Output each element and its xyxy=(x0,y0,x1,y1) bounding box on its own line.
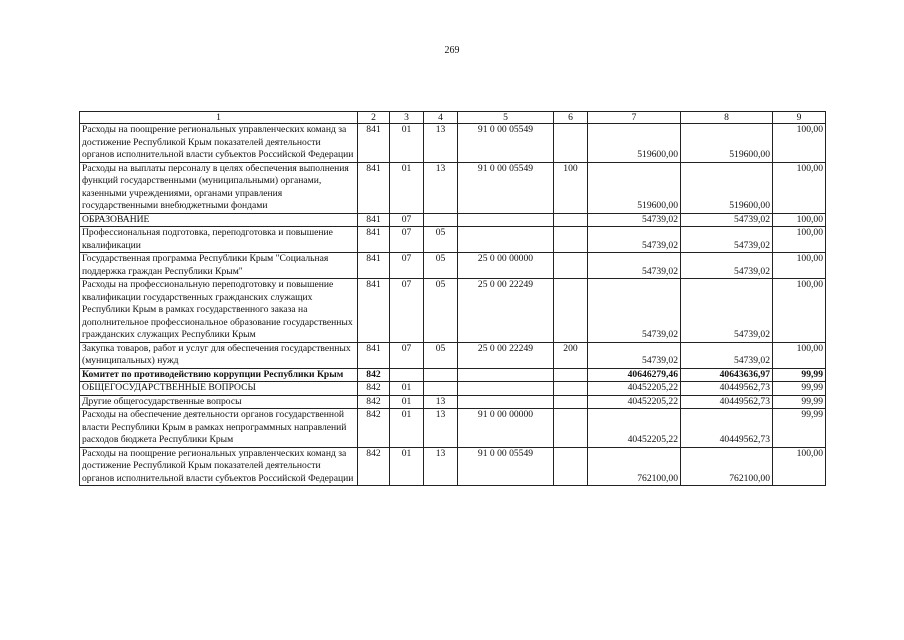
actual-amount-cell: 54739,02 xyxy=(681,342,773,368)
code-expense-type-cell xyxy=(554,227,588,253)
code-subsection-cell xyxy=(424,213,458,227)
actual-amount-cell: 519600,00 xyxy=(681,124,773,163)
percent-cell: 100,00 xyxy=(773,162,826,213)
code-expense-type-cell xyxy=(554,409,588,448)
code-expense-type-cell xyxy=(554,382,588,396)
percent-cell: 100,00 xyxy=(773,213,826,227)
code-target-cell xyxy=(458,368,554,382)
code-ved-cell: 841 xyxy=(358,253,390,279)
code-expense-type-cell xyxy=(554,124,588,163)
code-section-cell: 07 xyxy=(390,342,424,368)
code-subsection-cell xyxy=(424,382,458,396)
actual-amount-cell: 519600,00 xyxy=(681,162,773,213)
table-row xyxy=(80,227,826,253)
code-expense-type-cell xyxy=(554,213,588,227)
planned-amount-cell: 54739,02 xyxy=(588,227,681,253)
col-header: 6 xyxy=(554,112,588,124)
planned-amount-cell: 40646279,46 xyxy=(588,368,681,382)
planned-amount-cell: 40452205,22 xyxy=(588,409,681,448)
code-expense-type-cell xyxy=(554,253,588,279)
code-ved-cell: 842 xyxy=(358,409,390,448)
budget-table xyxy=(79,111,826,486)
row-name-cell: Другие общегосударственные вопросы xyxy=(80,395,358,409)
percent-cell: 99,99 xyxy=(773,382,826,396)
row-name-cell: Государственная программа Республики Крым "Социальная поддержка граждан Республики Крым" xyxy=(80,253,358,279)
table-row xyxy=(80,409,826,448)
table-row xyxy=(80,253,826,279)
actual-amount-cell: 40449562,73 xyxy=(681,409,773,448)
code-target-cell xyxy=(458,382,554,396)
code-target-cell xyxy=(458,395,554,409)
percent-cell: 99,99 xyxy=(773,409,826,448)
col-header: 7 xyxy=(588,112,681,124)
row-name-cell: Комитет по противодействию коррупции Республики Крым xyxy=(80,368,358,382)
actual-amount-cell: 54739,02 xyxy=(681,227,773,253)
actual-amount-cell: 40449562,73 xyxy=(681,395,773,409)
actual-amount-cell: 54739,02 xyxy=(681,213,773,227)
code-subsection-cell: 05 xyxy=(424,253,458,279)
row-name-cell: ОБРАЗОВАНИЕ xyxy=(80,213,358,227)
code-subsection-cell xyxy=(424,368,458,382)
col-header: 2 xyxy=(358,112,390,124)
code-subsection-cell: 05 xyxy=(424,342,458,368)
code-target-cell: 25 0 00 22249 xyxy=(458,279,554,343)
planned-amount-cell: 54739,02 xyxy=(588,253,681,279)
planned-amount-cell: 40452205,22 xyxy=(588,395,681,409)
row-name-cell: Расходы на выплаты персоналу в целях обеспечения выполнения функций государственными (муниципальными) органами, казенными учреждениями, органами управления государственными внебюджетными фондами xyxy=(80,162,358,213)
row-name-cell: Профессиональная подготовка, переподготовка и повышение квалификации xyxy=(80,227,358,253)
code-section-cell xyxy=(390,368,424,382)
row-name-cell: Расходы на поощрение региональных управленческих команд за достижение Республикой Крым показателей деятельности органов исполнительной власти субъектов Российской Федерации xyxy=(80,124,358,163)
col-header: 3 xyxy=(390,112,424,124)
table-row xyxy=(80,447,826,486)
row-name-cell: Расходы на профессиональную переподготовку и повышение квалификации государственных гражданских служащих Республики Крым в рамках государственного заказа на дополнительное профессиональное образование государственных гражданских служащих Республики Крым xyxy=(80,279,358,343)
code-ved-cell: 841 xyxy=(358,213,390,227)
code-subsection-cell: 05 xyxy=(424,279,458,343)
actual-amount-cell: 54739,02 xyxy=(681,253,773,279)
planned-amount-cell: 54739,02 xyxy=(588,279,681,343)
code-target-cell xyxy=(458,227,554,253)
table-row xyxy=(80,342,826,368)
percent-cell: 99,99 xyxy=(773,395,826,409)
planned-amount-cell: 519600,00 xyxy=(588,162,681,213)
percent-cell: 100,00 xyxy=(773,124,826,163)
actual-amount-cell: 40643636,97 xyxy=(681,368,773,382)
table-row xyxy=(80,162,826,213)
page-number: 269 xyxy=(444,45,460,56)
code-section-cell: 07 xyxy=(390,253,424,279)
code-target-cell: 25 0 00 22249 xyxy=(458,342,554,368)
code-ved-cell: 842 xyxy=(358,395,390,409)
code-target-cell: 91 0 00 00000 xyxy=(458,409,554,448)
code-section-cell: 01 xyxy=(390,124,424,163)
code-expense-type-cell xyxy=(554,368,588,382)
code-subsection-cell: 13 xyxy=(424,409,458,448)
percent-cell: 100,00 xyxy=(773,253,826,279)
code-expense-type-cell xyxy=(554,447,588,486)
code-target-cell: 91 0 00 05549 xyxy=(458,447,554,486)
code-subsection-cell: 13 xyxy=(424,395,458,409)
actual-amount-cell: 40449562,73 xyxy=(681,382,773,396)
col-header: 5 xyxy=(458,112,554,124)
col-header: 1 xyxy=(80,112,358,124)
row-name-cell: ОБЩЕГОСУДАРСТВЕННЫЕ ВОПРОСЫ xyxy=(80,382,358,396)
code-subsection-cell: 13 xyxy=(424,162,458,213)
code-section-cell: 07 xyxy=(390,279,424,343)
row-name-cell: Расходы на поощрение региональных управленческих команд за достижение Республикой Крым показателей деятельности органов исполнительной власти субъектов Российской Федерации xyxy=(80,447,358,486)
code-section-cell: 07 xyxy=(390,227,424,253)
code-section-cell: 01 xyxy=(390,382,424,396)
table-row xyxy=(80,368,826,382)
code-expense-type-cell: 100 xyxy=(554,162,588,213)
code-ved-cell: 841 xyxy=(358,342,390,368)
row-name-cell: Закупка товаров, работ и услуг для обеспечения государственных (муниципальных) нужд xyxy=(80,342,358,368)
code-section-cell: 01 xyxy=(390,395,424,409)
code-subsection-cell: 05 xyxy=(424,227,458,253)
col-header: 4 xyxy=(424,112,458,124)
table-row xyxy=(80,124,826,163)
planned-amount-cell: 54739,02 xyxy=(588,342,681,368)
code-subsection-cell: 13 xyxy=(424,447,458,486)
code-target-cell xyxy=(458,213,554,227)
code-target-cell: 91 0 00 05549 xyxy=(458,162,554,213)
code-ved-cell: 842 xyxy=(358,368,390,382)
col-header: 8 xyxy=(681,112,773,124)
code-ved-cell: 841 xyxy=(358,279,390,343)
actual-amount-cell: 762100,00 xyxy=(681,447,773,486)
code-ved-cell: 841 xyxy=(358,162,390,213)
code-expense-type-cell xyxy=(554,279,588,343)
code-target-cell: 91 0 00 05549 xyxy=(458,124,554,163)
percent-cell: 100,00 xyxy=(773,447,826,486)
code-section-cell: 01 xyxy=(390,409,424,448)
table-row xyxy=(80,213,826,227)
table-row xyxy=(80,279,826,343)
col-header: 9 xyxy=(773,112,826,124)
planned-amount-cell: 519600,00 xyxy=(588,124,681,163)
percent-cell: 100,00 xyxy=(773,342,826,368)
code-ved-cell: 841 xyxy=(358,227,390,253)
table-row xyxy=(80,382,826,396)
code-ved-cell: 842 xyxy=(358,382,390,396)
code-subsection-cell: 13 xyxy=(424,124,458,163)
code-ved-cell: 842 xyxy=(358,447,390,486)
planned-amount-cell: 54739,02 xyxy=(588,213,681,227)
row-name-cell: Расходы на обеспечение деятельности органов государственной власти Республики Крым в рамках непрограммных направлений расходов бюджета Республики Крым xyxy=(80,409,358,448)
code-expense-type-cell: 200 xyxy=(554,342,588,368)
code-section-cell: 01 xyxy=(390,162,424,213)
table-row xyxy=(80,395,826,409)
planned-amount-cell: 40452205,22 xyxy=(588,382,681,396)
planned-amount-cell: 762100,00 xyxy=(588,447,681,486)
header-row xyxy=(80,112,826,124)
percent-cell: 99,99 xyxy=(773,368,826,382)
code-section-cell: 01 xyxy=(390,447,424,486)
code-ved-cell: 841 xyxy=(358,124,390,163)
percent-cell: 100,00 xyxy=(773,279,826,343)
code-expense-type-cell xyxy=(554,395,588,409)
code-section-cell: 07 xyxy=(390,213,424,227)
actual-amount-cell: 54739,02 xyxy=(681,279,773,343)
percent-cell: 100,00 xyxy=(773,227,826,253)
code-target-cell: 25 0 00 00000 xyxy=(458,253,554,279)
